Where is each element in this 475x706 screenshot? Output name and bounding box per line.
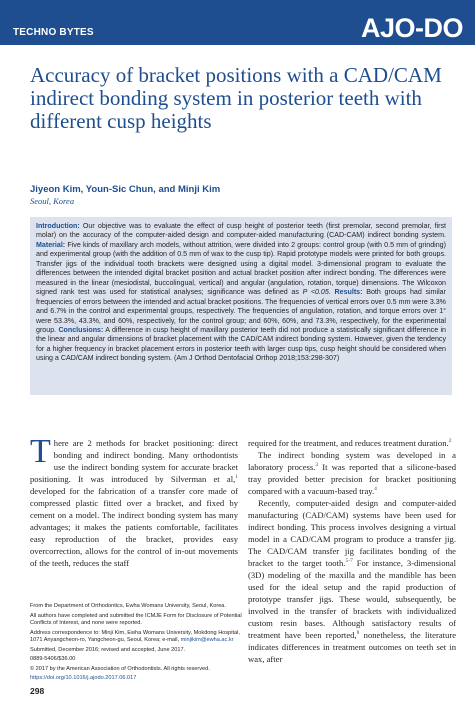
body-text: required for the treatment, and reduces treatment duration. (248, 438, 449, 448)
citation-link[interactable]: 3 (315, 462, 319, 469)
article-title: Accuracy of bracket positions with a CAD/CAM indirect bonding system in posterior teeth with different cusp heights (30, 63, 442, 133)
body-text: The indirect bonding system was developed in a laboratory process. (248, 450, 456, 472)
citation-link[interactable]: 5-7 (345, 558, 353, 565)
body-text: developed for the fabrication of a transfer core made of compressed plastic fitted over a bracket, and fixed by cement on a model. The indirect bonding system has many advantages; it makes the patients comfortable, facilitates easy reproduction of the bracket, provides easy overcorrection, allows for the control of in-out movements of the teeth, reduces the staff (30, 486, 238, 568)
author-affiliation: Seoul, Korea (30, 196, 75, 206)
body-paragraph (248, 497, 456, 665)
abstract-p-value: P <0.05. (302, 288, 335, 297)
journal-banner (0, 0, 475, 45)
abstract-intro-text: Our objective was to evaluate the effect of cusp height of posterior teeth (first premolar, second premolar, first molar) on the accuracy of the computer-aided design and computer-aided manufacturing (CAD-CAM) indirect bonding system. (36, 222, 446, 240)
author-list: Jiyeon Kim, Youn-Sic Chun, and Minji Kim (30, 184, 221, 195)
journal-logo: AJO-DO (360, 13, 463, 43)
abstract-material-text: Five kinds of maxillary arch models, without attrition, were divided into 2 groups: control group (with 0.5 mm of grinding) and experimental group (with the addition of 0.5 mm of wax to the cusp tip). Rapid prototype models were printed for both groups. Transfer jigs of the individual tooth brackets were designed using a digital model. 3-dimensional program to evaluate the differences between the intended digital bracket position and actual bracket position after indirect bonding. The differences were measured in the linear (mesiodistal, buccolingual, vertical) and angular (angulation, rotation, torque) dimensions. The Wilcoxon signed rank test was used for statistical analyses; significance was defined as (36, 240, 446, 297)
footnote-department: From the Department of Orthodontics, Ewha Womans University, Seoul, Korea. (30, 603, 226, 609)
abstract-intro-label: Introduction: (36, 222, 80, 230)
footnote-issn: 0889-5406/$36.00 (30, 656, 76, 662)
footnote-copyright: © 2017 by the American Association of Orthodontists. All rights reserved. (30, 665, 210, 672)
footnote-correspondence (30, 630, 242, 645)
citation-link[interactable]: 1 (235, 474, 238, 481)
body-paragraph (248, 437, 456, 449)
page-number: 298 (30, 686, 45, 696)
citation-link[interactable]: 4 (374, 486, 377, 493)
intro-paragraph (30, 433, 238, 569)
citation-link[interactable]: 8 (356, 630, 360, 637)
body-text: here are 2 methods for bracket positioning: direct bonding and indirect bonding. Many orthodontists use the indirect bonding system for accurate bracket positioning. It was introduced by Silverman et al, (30, 438, 238, 484)
footnote-disclosure: All authors have completed and submitted the ICMJE Form for Disclosure of Potential Conflicts of Interest, and none were reported. (30, 612, 242, 626)
abstract-conclusions-text: A difference in cusp height of maxillary posterior teeth did not produce a statistically significant difference in the linear and angular dimensions of bracket placement with the CAD/CAM indirect bonding system. However, given the tendency for a higher frequency in bracket placement errors in posterior teeth with larger cusp tips, cusp height should be considered when using a CAD/CAM indirect bonding system. (Am J Orthod Dentofacial Orthop 2018;153:298-307) (36, 325, 446, 363)
email-link[interactable]: minjikim@ewha.ac.kr (180, 637, 234, 643)
body-text: Recently, computer-aided design and computer-aided manufacturing (CAD/CAM) systems have been used for indirect bonding. This process involves designing a virtual model in a CAD/CAM program to produce a transfer jig. The CAD/CAM transfer jig facilitates bonding of the bracket to the target tooth. (248, 498, 456, 568)
abstract-conclusions-label: Conclusions: (58, 325, 104, 334)
abstract-box (30, 217, 452, 395)
body-text: nonetheless, the literature indicates differences in treatment outcomes on teeth set in wax, after (248, 630, 457, 664)
citation-link[interactable]: 2 (448, 438, 452, 445)
doi-link[interactable]: https://doi.org/10.1016/j.ajodo.2017.06.017 (30, 675, 137, 681)
footnotes (30, 603, 242, 685)
abstract-results-label: Results: (334, 288, 363, 297)
footnote-text: Address correspondence to: Minji Kim, Ewha Womans University, Mokdong Hospital, 1071 Anyangcheon-ro, Yangcheon-gu, Seoul, Korea; e-mail, (30, 629, 240, 643)
body-text: It was reported that a silicone-based tray provided better precision for bracket positioning compared with a vacuum-based tray. (248, 462, 456, 496)
drop-cap: T (30, 433, 51, 470)
section-label: TECHNO BYTES (13, 27, 94, 38)
abstract-material-label: Material: (36, 240, 66, 249)
body-column-right (248, 437, 456, 665)
footnote-submitted: Submitted, December 2016; revised and accepted, June 2017. (30, 646, 186, 653)
body-column-left (30, 433, 238, 569)
abstract-results-text: Both groups had similar frequencies of errors between the intended and actual bracket positions. The frequencies of vertical errors over 0.5 mm were 3.3% and 6.7% in the control and experimental groups, respectively. The frequencies of angulation, rotation, and torque errors over 1° were 53.3%, 43.3%, and 60%, respectively, for the control group; and 60%, 60%, and 73.3%, respectively, for the experimental group. (36, 288, 446, 334)
body-text: For instance, 3-dimensional (3D) modeling of the maxilla and the mandible has been used for the ideal setup and the rapid production of prototype transfer jigs. These would, subsequently, be involved in the transfer of brackets with individualized custom resin bases. Although satisfactory results of treatment have been reported, (248, 558, 456, 640)
body-paragraph (248, 449, 456, 497)
